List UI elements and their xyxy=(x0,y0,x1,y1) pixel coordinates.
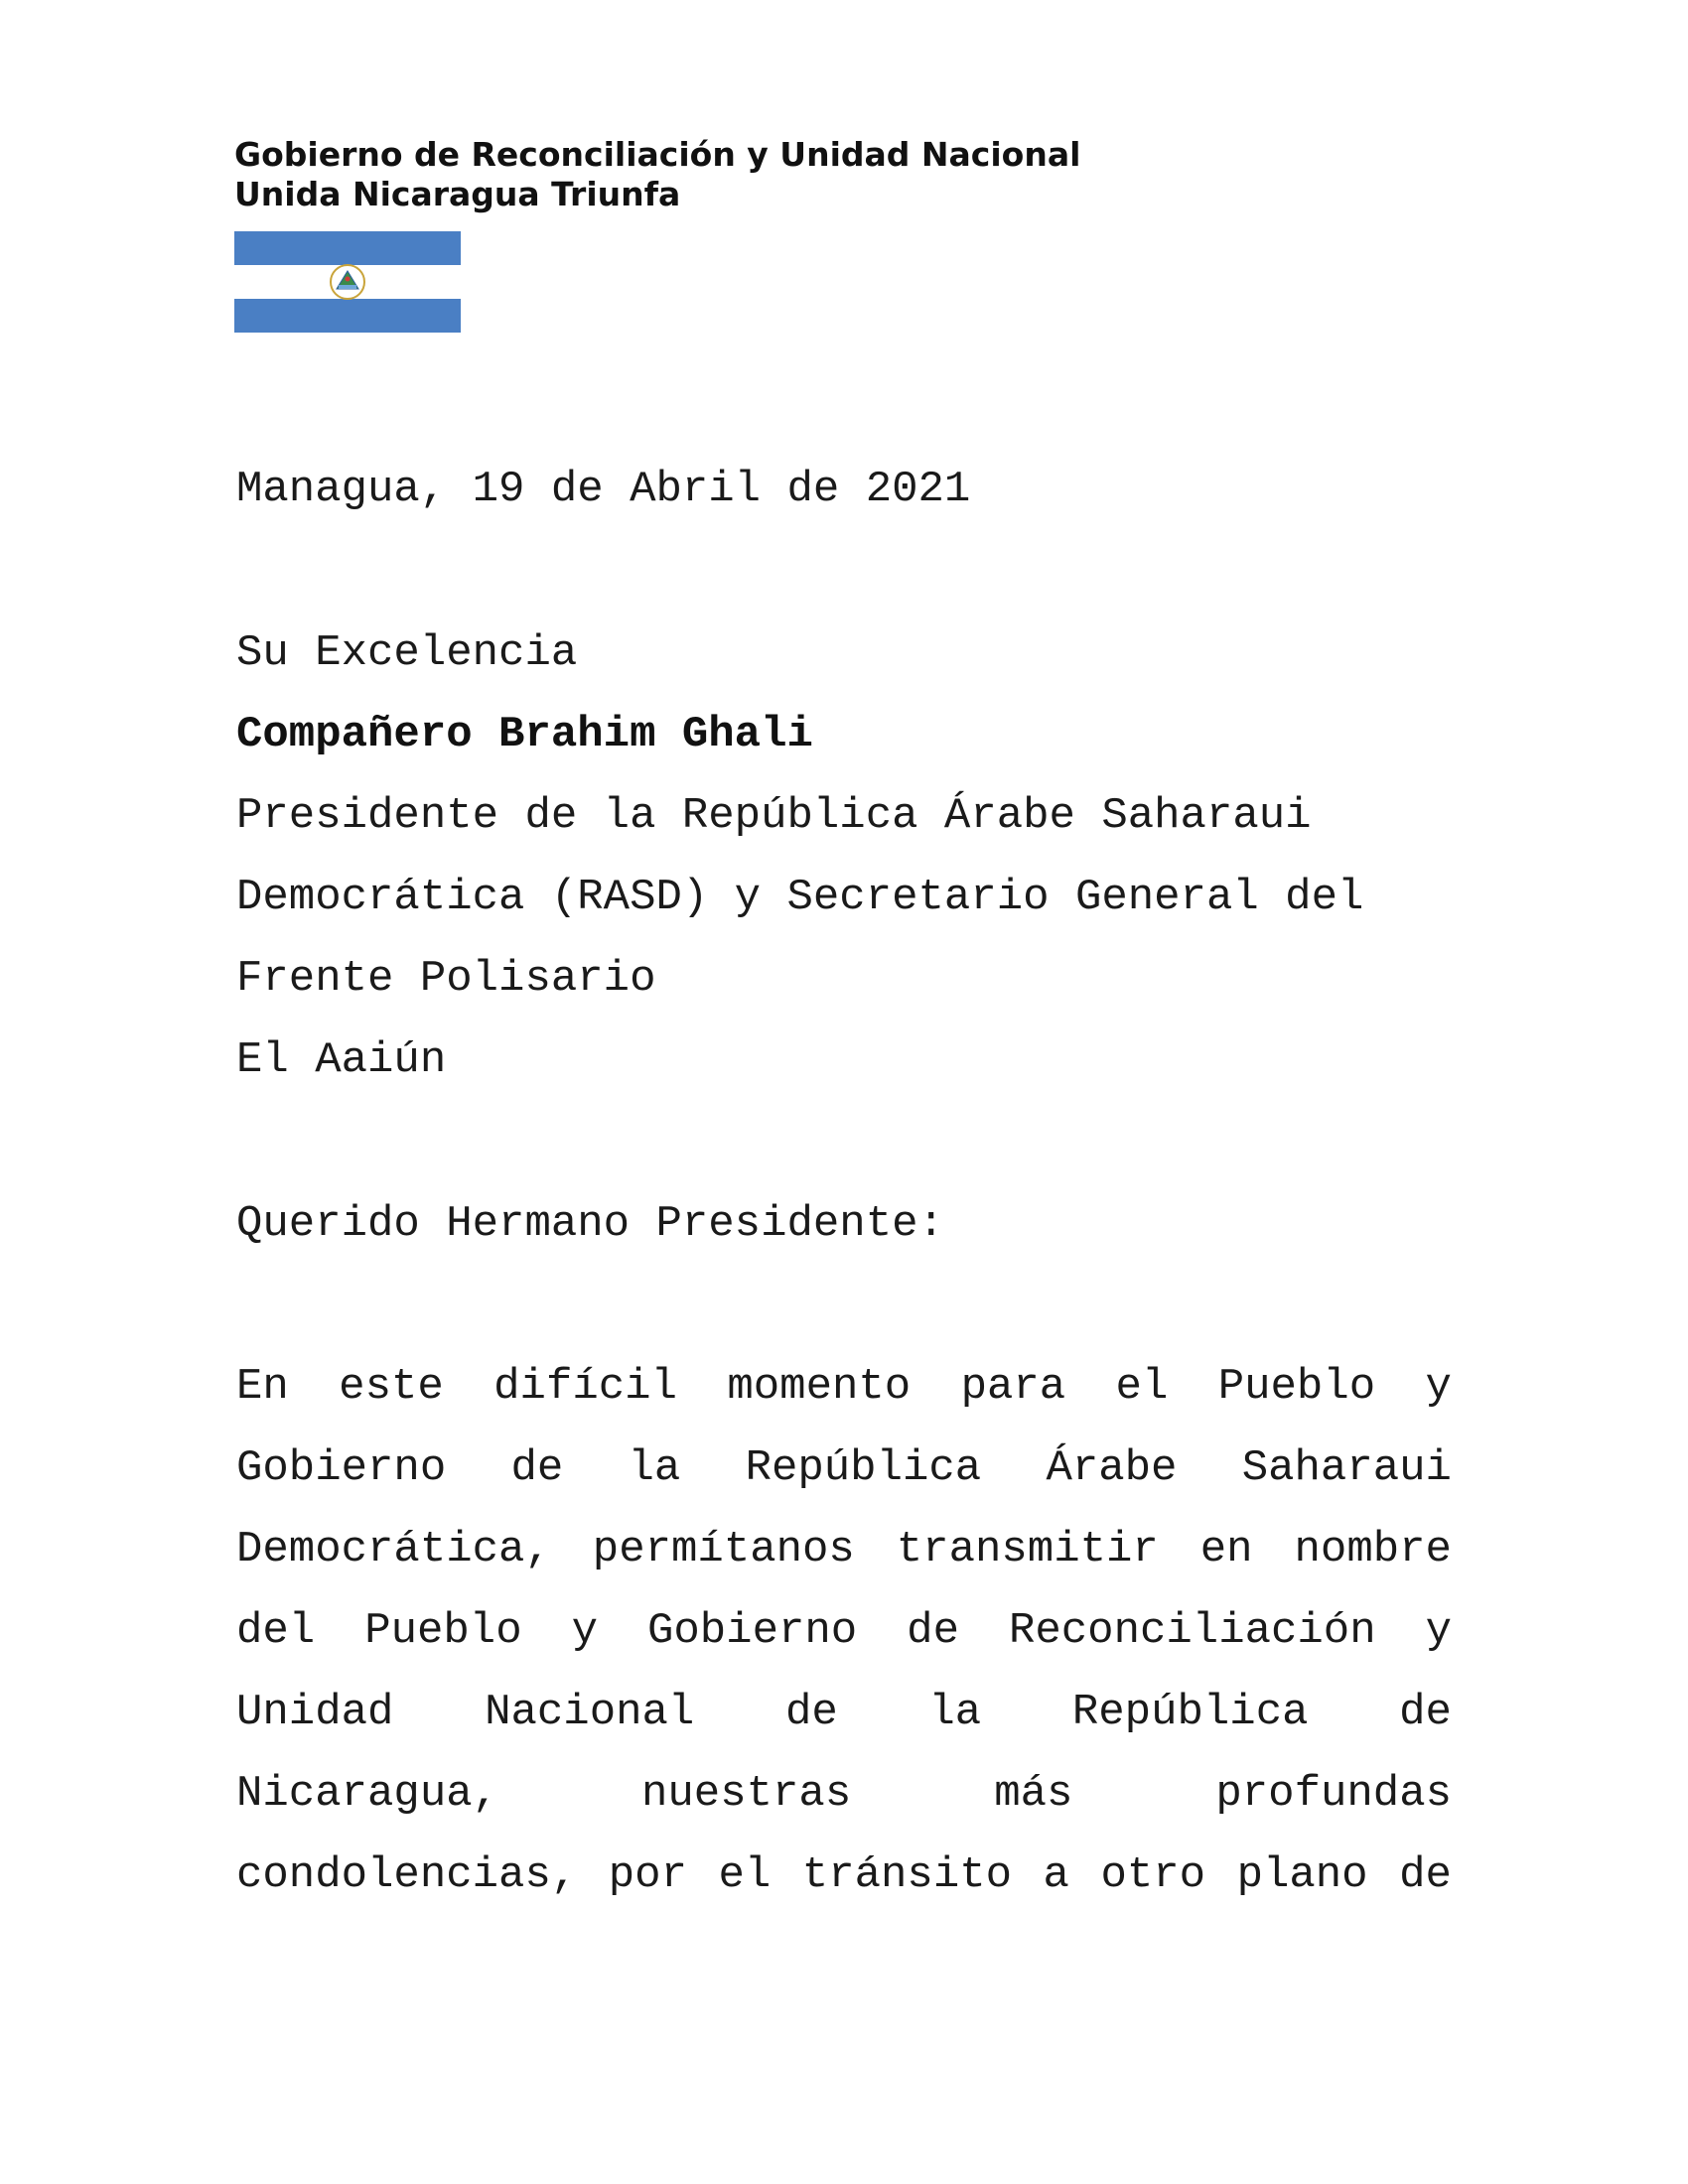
body-word: permítanos xyxy=(592,1525,855,1574)
body-word: de xyxy=(1399,1688,1452,1737)
body-word: República xyxy=(745,1443,982,1493)
body-word: Árabe xyxy=(1046,1443,1178,1493)
body-word: momento xyxy=(727,1362,912,1412)
body-word: nombre xyxy=(1294,1525,1452,1574)
flag-top-band xyxy=(234,231,461,265)
body-word: nuestras xyxy=(641,1769,852,1819)
body-word: por xyxy=(608,1850,687,1900)
body-line xyxy=(236,1769,1452,1819)
flag-bottom-band xyxy=(234,299,461,333)
body-word: Reconciliación xyxy=(1008,1606,1376,1656)
body-word: Nacional xyxy=(485,1688,695,1737)
body-line xyxy=(236,1606,1452,1656)
recipient-role-line: Presidente de la República Árabe Saharaui xyxy=(236,791,1312,841)
letterhead-government: Gobierno de Reconciliación y Unidad Nacional xyxy=(234,135,1081,174)
recipient-name: Compañero Brahim Ghali xyxy=(236,710,813,759)
letter-greeting: Querido Hermano Presidente: xyxy=(236,1199,944,1249)
body-line xyxy=(236,1850,1452,1900)
body-word: del xyxy=(236,1606,316,1656)
nicaragua-flag xyxy=(234,231,461,333)
body-word: otro xyxy=(1100,1850,1206,1900)
body-word: el xyxy=(718,1850,772,1900)
body-word: profundas xyxy=(1215,1769,1452,1819)
body-word: tránsito xyxy=(801,1850,1013,1900)
body-word: Pueblo xyxy=(1217,1362,1376,1412)
body-word: difícil xyxy=(493,1362,677,1412)
recipient-role-line: Frente Polisario xyxy=(236,954,656,1004)
body-word: República xyxy=(1071,1688,1309,1737)
body-word: la xyxy=(928,1688,982,1737)
body-word: y xyxy=(571,1606,598,1656)
body-word: plano xyxy=(1236,1850,1368,1900)
body-word: Unidad xyxy=(236,1688,394,1737)
body-word: Gobierno xyxy=(236,1443,447,1493)
body-word: a xyxy=(1043,1850,1069,1900)
body-word: Nicaragua, xyxy=(236,1769,499,1819)
body-word: de xyxy=(510,1443,564,1493)
body-word: Democrática, xyxy=(236,1525,551,1574)
body-word: el xyxy=(1115,1362,1169,1412)
body-word: Saharaui xyxy=(1241,1443,1452,1493)
letterhead-slogan: Unida Nicaragua Triunfa xyxy=(234,175,681,213)
salutation-title: Su Excelencia xyxy=(236,628,578,678)
body-word: de xyxy=(907,1606,959,1656)
body-word: y xyxy=(1425,1362,1452,1412)
body-line xyxy=(236,1362,1452,1412)
body-word: para xyxy=(960,1362,1066,1412)
body-line xyxy=(236,1688,1452,1737)
body-word: este xyxy=(339,1362,444,1412)
body-word: transmitir xyxy=(896,1525,1159,1574)
body-word: la xyxy=(628,1443,681,1493)
body-line xyxy=(236,1443,1452,1493)
body-word: Gobierno xyxy=(646,1606,858,1656)
coat-of-arms-icon xyxy=(328,262,367,302)
letterhead xyxy=(234,135,1080,214)
body-word: de xyxy=(1399,1850,1452,1900)
recipient-location: El Aaiún xyxy=(236,1035,447,1085)
letter-date: Managua, 19 de Abril de 2021 xyxy=(236,465,971,514)
body-word: más xyxy=(994,1769,1073,1819)
body-word: condolencias, xyxy=(236,1850,578,1900)
body-word: de xyxy=(784,1688,838,1737)
recipient-role-line: Democrática (RASD) y Secretario General del xyxy=(236,873,1364,922)
body-word: En xyxy=(236,1362,289,1412)
body-word: Pueblo xyxy=(364,1606,522,1656)
body-word: en xyxy=(1199,1525,1253,1574)
body-word: y xyxy=(1425,1606,1452,1656)
body-line xyxy=(236,1525,1452,1574)
